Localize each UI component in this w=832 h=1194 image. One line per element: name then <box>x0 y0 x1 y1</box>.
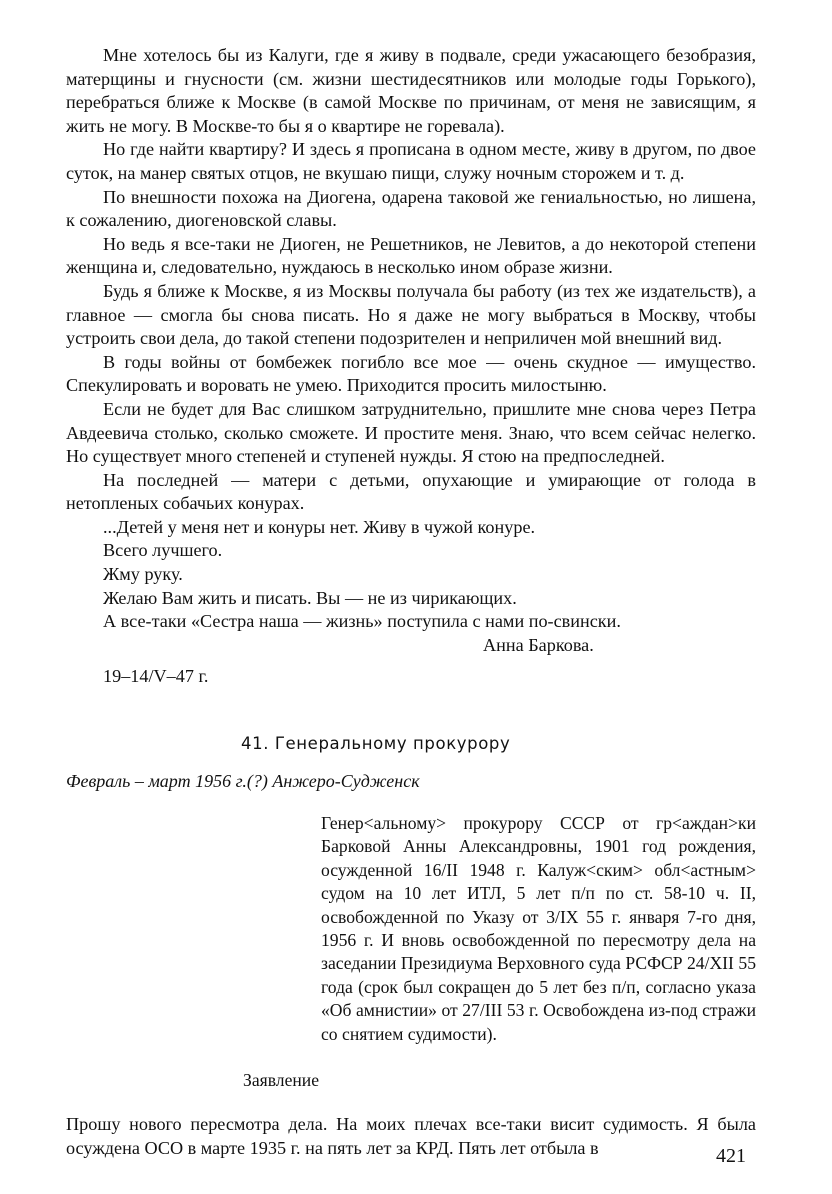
statement-title: Заявление <box>243 1070 320 1091</box>
closing-line: Жму руку. <box>103 564 183 585</box>
letter-paragraph: Если не будет для Вас слишком затруднительно, пришлите мне снова через Петра Авдеевича столько, сколько сможете. И простите меня. Знаю, что всем сейчас нелегко. Но существует много степеней и ступеней нужды. Я стою на предпоследней. <box>66 398 756 467</box>
letter-paragraph: По внешности похожа на Диогена, одарена таковой же гениальностью, но лишена, к сожалению, диогеновской славы. <box>66 186 756 231</box>
letter-date: 19–14/V–47 г. <box>103 666 209 687</box>
page-content <box>66 44 756 1160</box>
address-block: Генер<альному> прокурору СССР от гр<аждан>ки Барковой Анны Александровны, 1901 год рождения, осужденной 16/II 1948 г. Калуж<ским> обл<астным> судом на 10 лет ИТЛ, 5 лет п/п по ст. 58-10 ч. II, освобожденной по Указу от 3/IX 55 г. января 7-го дня, 1956 г. И вновь освобожденной по пересмотру дела на заседании Президиума Верховного суда РСФСР 24/XII 55 года (срок был сокращен до 5 лет без п/п, согласно указа «Об амнистии» от 27/III 53 г. Освобождена из-под стражи со снятием судимости). <box>321 813 756 1044</box>
document-heading: 41. Генеральному прокурору <box>241 734 511 754</box>
letter-signature: Анна Баркова. <box>483 634 594 655</box>
closing-line: Всего лучшего. <box>103 540 223 561</box>
letter-paragraph: На последней — матери с детьми, опухающие и умирающие от голода в нетопленых собачьих конурах. <box>66 469 756 514</box>
closing-line: А все-таки «Сестра наша — жизнь» поступила с нами по-свински. <box>103 611 621 632</box>
letter-paragraph: Но ведь я все-таки не Диоген, не Решетников, не Левитов, а до некоторой степени женщина и, следовательно, нуждаюсь в несколько ином образе жизни. <box>66 233 756 278</box>
closing-line: Желаю Вам жить и писать. Вы — не из чирикающих. <box>103 587 517 608</box>
page-number: 421 <box>716 1145 746 1167</box>
letter-paragraph: В годы войны от бомбежек погибло все мое — очень скудное — имущество. Спекулировать и воровать не умею. Приходится просить милостыню. <box>66 351 756 396</box>
document-dateline: Февраль – март 1956 г.(?) Анжеро-Судженск <box>66 771 420 792</box>
letter-paragraph: Мне хотелось бы из Калуги, где я живу в подвале, среди ужасающего безобразия, матерщины и гнусности (см. жизни шестидесятников или молодые годы Горького), перебраться ближе к Москве (в самой Москве по причинам, от меня не зависящим, я жить не могу. В Москве-то бы я о квартире не горевала). <box>66 45 756 136</box>
letter-paragraph: Но где найти квартиру? И здесь я прописана в одном месте, живу в другом, по двое суток, на манер святых отцов, не вкушаю пищи, служу ночным сторожем и т. д. <box>66 139 756 183</box>
letter-closing <box>66 516 756 634</box>
letter-paragraph: Будь я ближе к Москве, я из Москвы получала бы работу (из тех же издательств), а главное — смогла бы снова писать. Но я даже не могу выбраться в Москву, чтобы устроить свои дела, до такой степени подозрителен и неприличен мой внешний вид. <box>66 280 756 349</box>
statement-text: Прошу нового пересмотра дела. На моих плечах все-таки висит судимость. Я была осуждена ОСО в марте 1935 г. на пять лет за КРД. Пять лет отбыла в <box>66 1114 756 1158</box>
closing-line: ...Детей у меня нет и конуры нет. Живу в чужой конуре. <box>103 516 536 537</box>
